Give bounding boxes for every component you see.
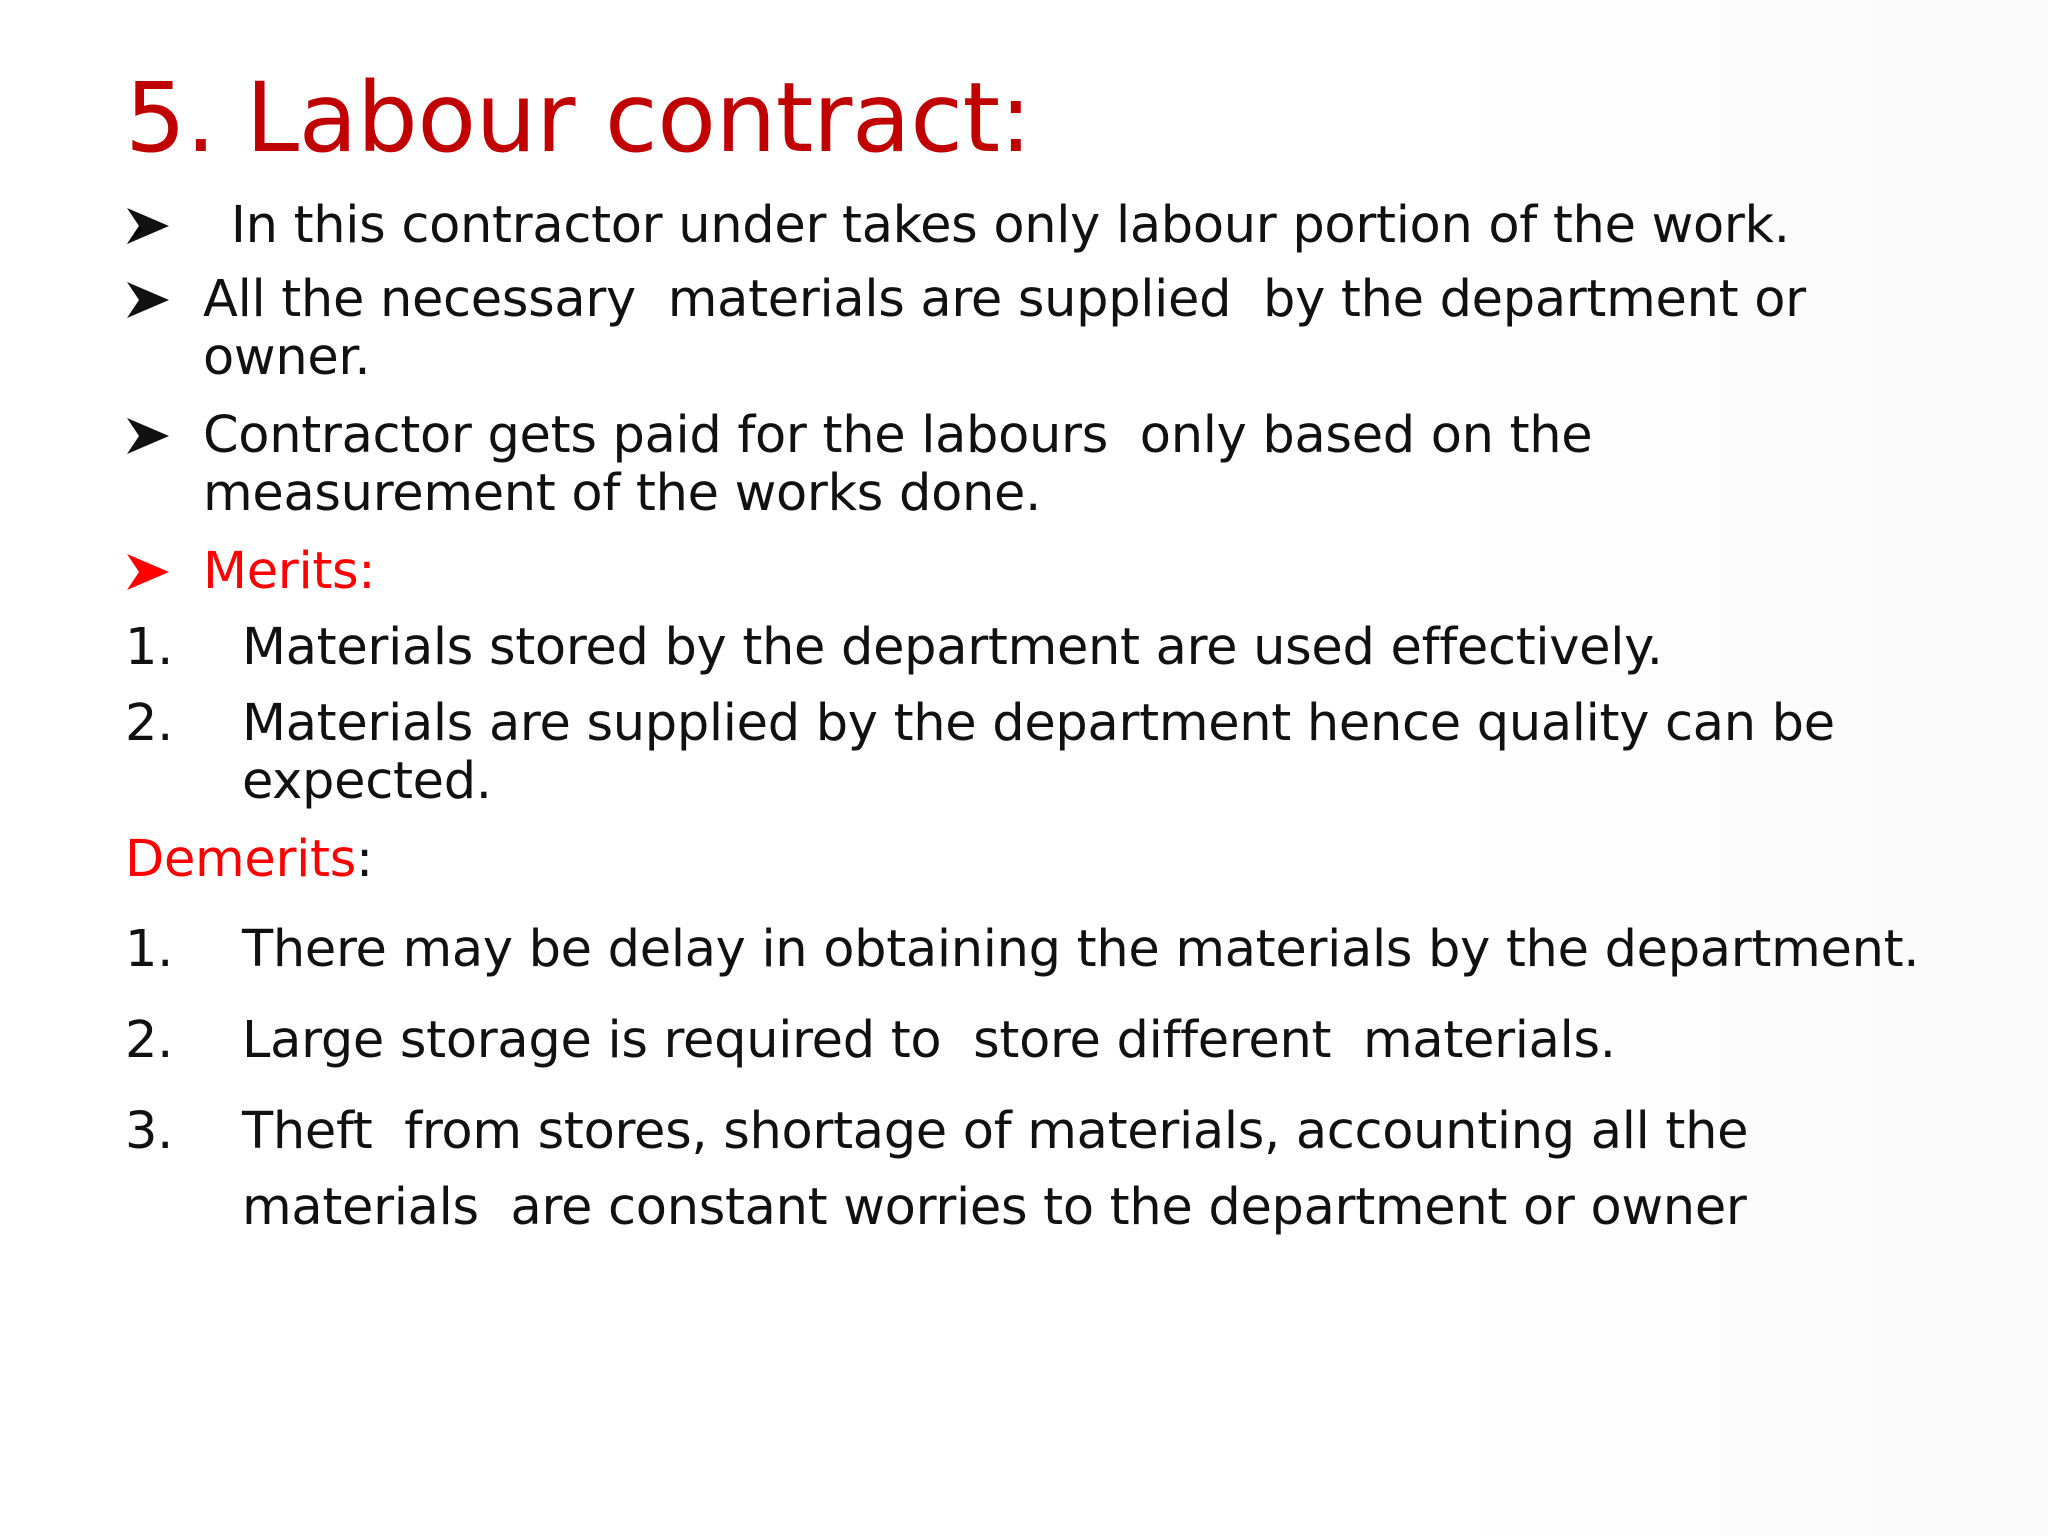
bullet-text [203,406,1923,524]
bullet-line: Contractor gets paid for the labours only based on the [203,406,1593,465]
demerit-item [125,1011,1975,1071]
demerits-label: Demerits [125,830,357,889]
item-text [242,1102,1972,1238]
item-line: Theft from stores, shortage of materials, accounting all the [242,1102,1749,1161]
item-line: Materials are supplied by the department hence quality can be [242,694,1835,753]
merit-item [125,694,1975,814]
arrow-bullet-icon [125,278,171,322]
bullet-text [203,270,1923,388]
item-number: 1. [125,920,174,979]
arrow-bullet-icon [125,204,171,248]
item-text [242,694,1972,812]
bullet-line: measurement of the works done. [203,464,1041,523]
item-number: 2. [125,694,174,753]
item-text: There may be delay in obtaining the materials by the department. [242,920,1920,979]
merits-label: Merits: [203,542,376,601]
bullet-item [125,196,1925,256]
demerits-heading [125,830,373,890]
arrow-bullet-icon [125,414,171,458]
bullet-line: owner. [203,328,371,387]
merit-item [125,618,1975,678]
item-text: Large storage is required to store different materials. [242,1011,1616,1070]
item-number: 3. [125,1102,174,1161]
arrow-bullet-icon [125,550,171,594]
merits-heading [125,542,1925,602]
bullet-item [125,270,1925,390]
item-number: 2. [125,1011,174,1070]
item-line: materials are constant worries to the department or owner [242,1178,1747,1237]
slide-title: 5. Labour contract: [125,62,1032,174]
item-text: Materials stored by the department are used effectively. [242,618,1663,677]
item-number: 1. [125,618,174,677]
item-line: expected. [242,752,492,811]
demerits-colon: : [356,830,373,889]
demerit-item [125,1102,1975,1252]
bullet-line: All the necessary materials are supplied by the department or [203,270,1806,329]
bullet-text: In this contractor under takes only labour portion of the work. [215,196,1790,255]
bullet-item [125,406,1925,526]
demerit-item [125,920,1975,980]
